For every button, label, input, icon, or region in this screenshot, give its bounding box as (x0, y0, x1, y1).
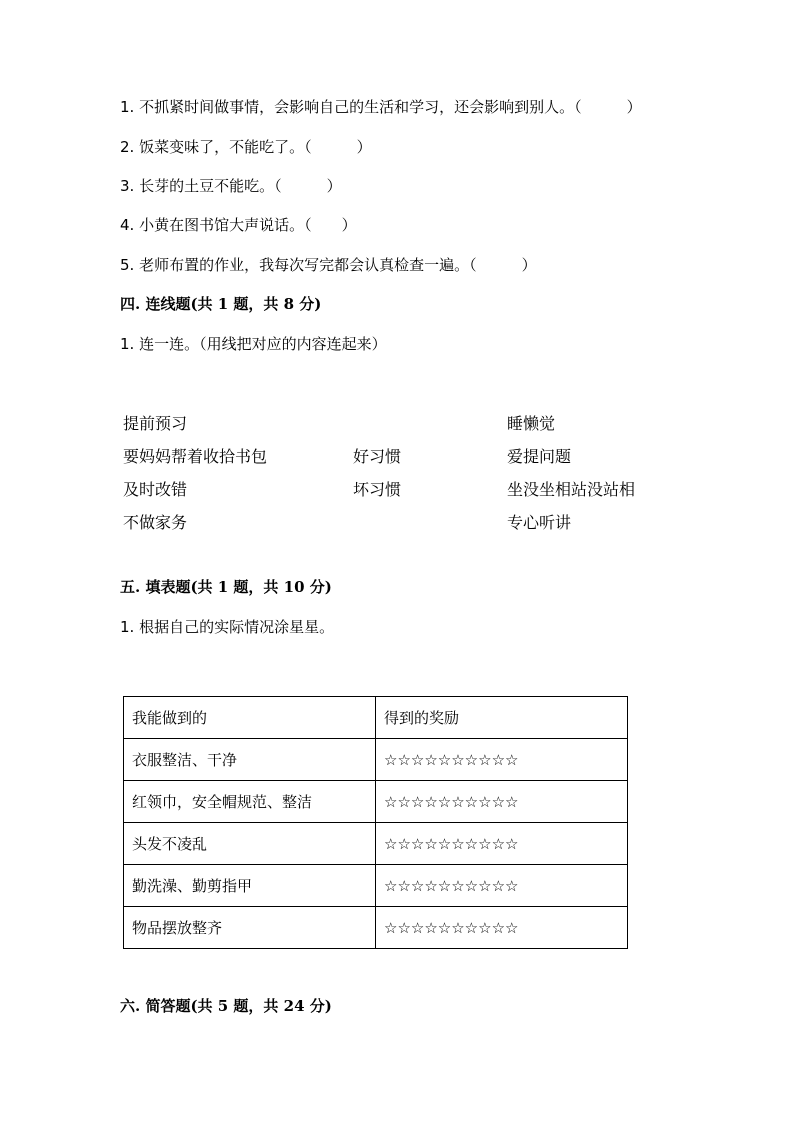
star-rating-cell[interactable]: ☆☆☆☆☆☆☆☆☆☆ (376, 907, 628, 949)
table-row (124, 739, 628, 781)
matching-right-item: 睡懒觉 (507, 414, 556, 433)
star-rating-cell[interactable]: ☆☆☆☆☆☆☆☆☆☆ (376, 865, 628, 907)
judgment-item-3: 3. 长芽的土豆不能吃。（ ） (120, 177, 342, 195)
section-5-question: 1. 根据自己的实际情况涂星星。 (120, 618, 335, 636)
table-cell: 头发不凌乱 (124, 823, 376, 865)
table-cell: 物品摆放整齐 (124, 907, 376, 949)
star-rating-cell[interactable]: ☆☆☆☆☆☆☆☆☆☆ (376, 739, 628, 781)
matching-middle-item: 好习惯 (353, 447, 402, 466)
matching-left-item: 要妈妈帮着收拾书包 (123, 447, 268, 466)
matching-right-item: 爱提问题 (507, 447, 572, 466)
judgment-item-4: 4. 小黄在图书馆大声说话。（ ） (120, 216, 357, 234)
matching-left-item: 不做家务 (123, 513, 188, 532)
table-cell: 勤洗澡、勤剪指甲 (124, 865, 376, 907)
table-row (124, 907, 628, 949)
matching-left-item: 提前预习 (123, 414, 188, 433)
judgment-item-2: 2. 饭菜变味了，不能吃了。（ ） (120, 138, 372, 156)
table-header-row (124, 697, 628, 739)
table-header-cell: 得到的奖励 (376, 697, 628, 739)
table-row (124, 865, 628, 907)
judgment-item-1: 1. 不抓紧时间做事情，会影响自己的生活和学习，还会影响到别人。（ ） (120, 98, 642, 116)
table-cell: 衣服整洁、干净 (124, 739, 376, 781)
section-4-title: 四. 连线题(共 1 题，共 8 分) (120, 295, 322, 313)
table-header-cell: 我能做到的 (124, 697, 376, 739)
table-cell: 红领巾，安全帽规范、整洁 (124, 781, 376, 823)
section-5-title: 五. 填表题(共 1 题，共 10 分) (120, 578, 332, 596)
matching-middle-item: 坏习惯 (353, 480, 402, 499)
judgment-item-5: 5. 老师布置的作业，我每次写完都会认真检查一遍。（ ） (120, 256, 537, 274)
star-rating-cell[interactable]: ☆☆☆☆☆☆☆☆☆☆ (376, 781, 628, 823)
section-6-title: 六. 简答题(共 5 题，共 24 分) (120, 997, 332, 1015)
table-row (124, 823, 628, 865)
matching-right-item: 专心听讲 (507, 513, 572, 532)
star-table (123, 696, 628, 949)
star-rating-cell[interactable]: ☆☆☆☆☆☆☆☆☆☆ (376, 823, 628, 865)
section-4-question: 1. 连一连。（用线把对应的内容连起来） (120, 335, 387, 353)
matching-left-item: 及时改错 (123, 480, 188, 499)
matching-right-item: 坐没坐相站没站相 (507, 480, 636, 499)
table-row (124, 781, 628, 823)
